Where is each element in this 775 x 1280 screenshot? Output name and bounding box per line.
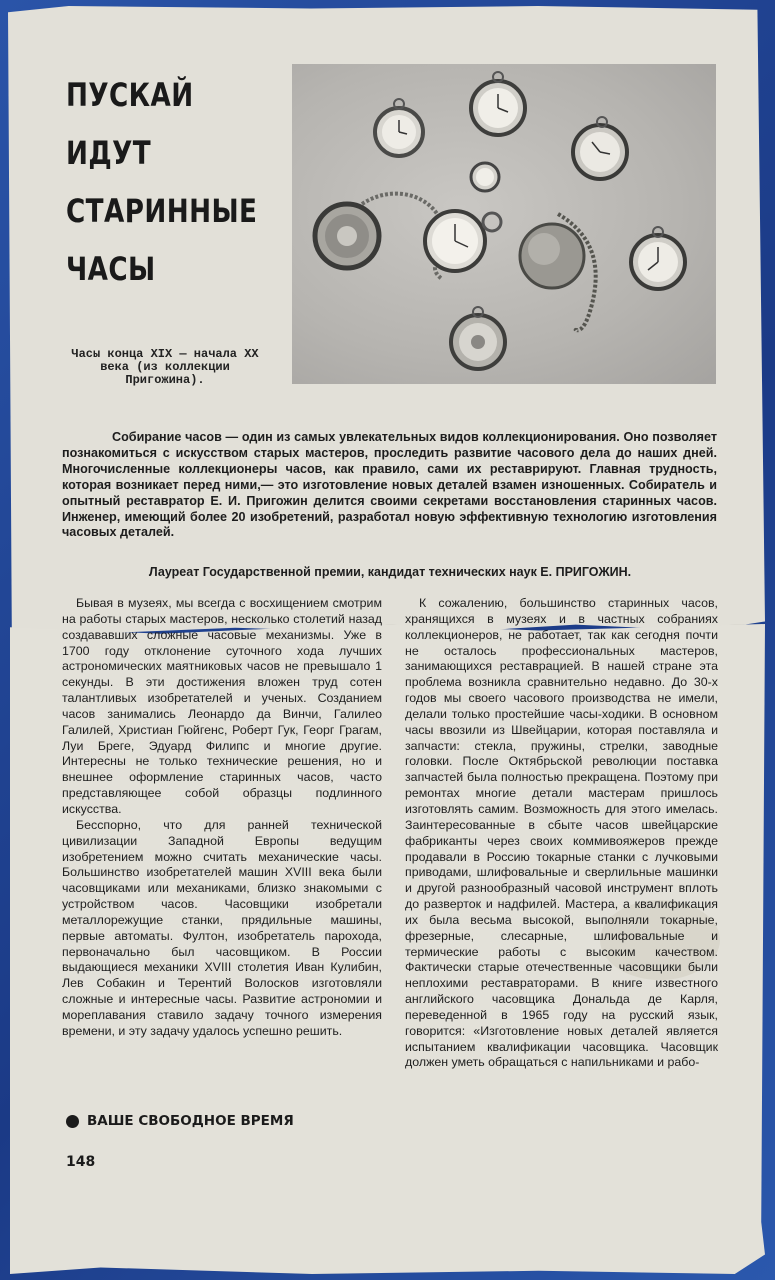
pocket-watches-illustration — [292, 64, 716, 384]
title-line: СТАРИННЫЕ — [66, 192, 258, 230]
pocket-watch-image — [471, 163, 499, 191]
body-paragraph: К сожалению, большинство старинных часов, хранящихся в музеях и в частных собраниях коллекционеров, не работает, так как сегодня почти не осталось профессиональных мастеров, занимающихся реставрацией. В нашей стране эта проблема возникла сравнительно недавно. До 30-х годов мы своего часового производства не имели, делали только простейшие часы-ходики. В основном часы ввозили из Швейцарии, которая поставляла и запчасти: стекла, пружины, стрелки, заводные головки. После Октябрьской революции поставка запчастей была полностью прекращена. Поэтому при ремонтах многие детали мастерам пришлось изготовлять самим. Возможность для этого имелась. Заинтересованные в сбыте часов швейцарские фабриканты через своих коммивояжеров прежде продавали в Россию токарные станки с лучковыми приводами, шлифовальные и сверлильные машинки и другой разнообразный часовой инструмент вплоть до разверток и надфилей. Мастера, а квалификация их была весьма высокой, выполняли токарные, фрезерные, слесарные, шлифовальные и термические работы с высоким качеством. Фактически старые отечественные часовщики были неплохими реставраторами. В книге известного английского часовщика Дональда де Карля, переведенной в 1965 году на русский язык, говорится: «Изготовление новых деталей является испытанием квалификации часовщика. Часовщик должен уметь обращаться с напильниками и рабо- — [405, 596, 718, 1070]
body-paragraph: Бывая в музеях, мы всегда с восхищением смотрим на работы старых мастеров, несколько столетий назад создававших сложные часовые механизмы. Уже в 1700 году отклонение суточного хода лучших астрономических маятниковых часов не превышало 1 секунды. В эти достижения вложен труд сотен талантливых изобретателей и ученых. Созданием часов занимались Леонардо да Винчи, Галилео Галилей, Христиан Гюйгенс, Роберт Гук, Георг Грагам, Луи Бреге, Эдуард Филипс и многие другие. Интересны не только технические решения, но и внешнее оформление старинных часов, часто представляющее собой образцы подлинного искусства. — [62, 596, 382, 816]
author-byline: Лауреат Государственной премии, кандидат технических наук Е. ПРИГОЖИН. — [148, 565, 632, 579]
pocket-watch-image — [573, 117, 627, 179]
section-label — [66, 1113, 294, 1129]
title-line: ЧАСЫ — [66, 250, 156, 288]
pocket-watch-image — [425, 211, 501, 271]
pocket-watch-image — [471, 72, 525, 135]
pocket-watch-image — [520, 214, 596, 332]
pocket-watch-image — [451, 307, 505, 369]
pocket-watches-photo — [292, 64, 716, 384]
pocket-watch-image — [375, 99, 423, 156]
photo-caption: Часы конца XIX — начала XX века (из коллекции Пригожина). — [71, 347, 259, 387]
title-line: ПУСКАЙ — [66, 76, 194, 114]
bullet-icon — [66, 1115, 79, 1128]
article-lead: Собирание часов — один из самых увлекательных видов коллекционирования. Оно позволяет познакомиться с искусством старых мастеров, проследить развитие часового дела до наших дней. Многочисленные коллекционеры часов, как правило, сами их реставрируют. Главная трудность, которая возникает перед ними,— это изготовление новых деталей взамен изношенных. Собиратель и опытный реставратор Е. И. Пригожин делится своими секретами восстановления старинных часов. Инженер, имеющий более 20 изобретений, разработал новую эффективную технологию изготовления часовых деталей. — [62, 430, 717, 540]
title-line: ИДУТ — [66, 134, 152, 172]
text-column-left — [62, 596, 382, 1040]
body-paragraph: Бесспорно, что для ранней технической цивилизации Западной Европы ведущим изобретением можно считать механические часы. Большинство изобретателей машин XVIII века были часовщиками или механиками, близко знакомыми с устройством часов. Часовщики изобретали металлорежущие станки, прядильные машины, первые автоматы. Фултон, изобретатель парохода, первоначально был часовщиком. В России выдающиеся механики XVIII столетия Иван Кулибин, Лев Собакин и Терентий Волосков изготовляли сложные и интересные часы. Развитие астрономии и мореплавания ставило задачу точного измерения времени, и эту задачу удалось успешно решить. — [62, 817, 382, 1038]
pocket-watch-image — [631, 227, 685, 289]
text-column-right — [405, 596, 718, 1071]
section-label-text: ВАШЕ СВОБОДНОЕ ВРЕМЯ — [87, 1113, 294, 1129]
article-title — [66, 66, 258, 298]
page-number: 148 — [66, 1154, 96, 1170]
